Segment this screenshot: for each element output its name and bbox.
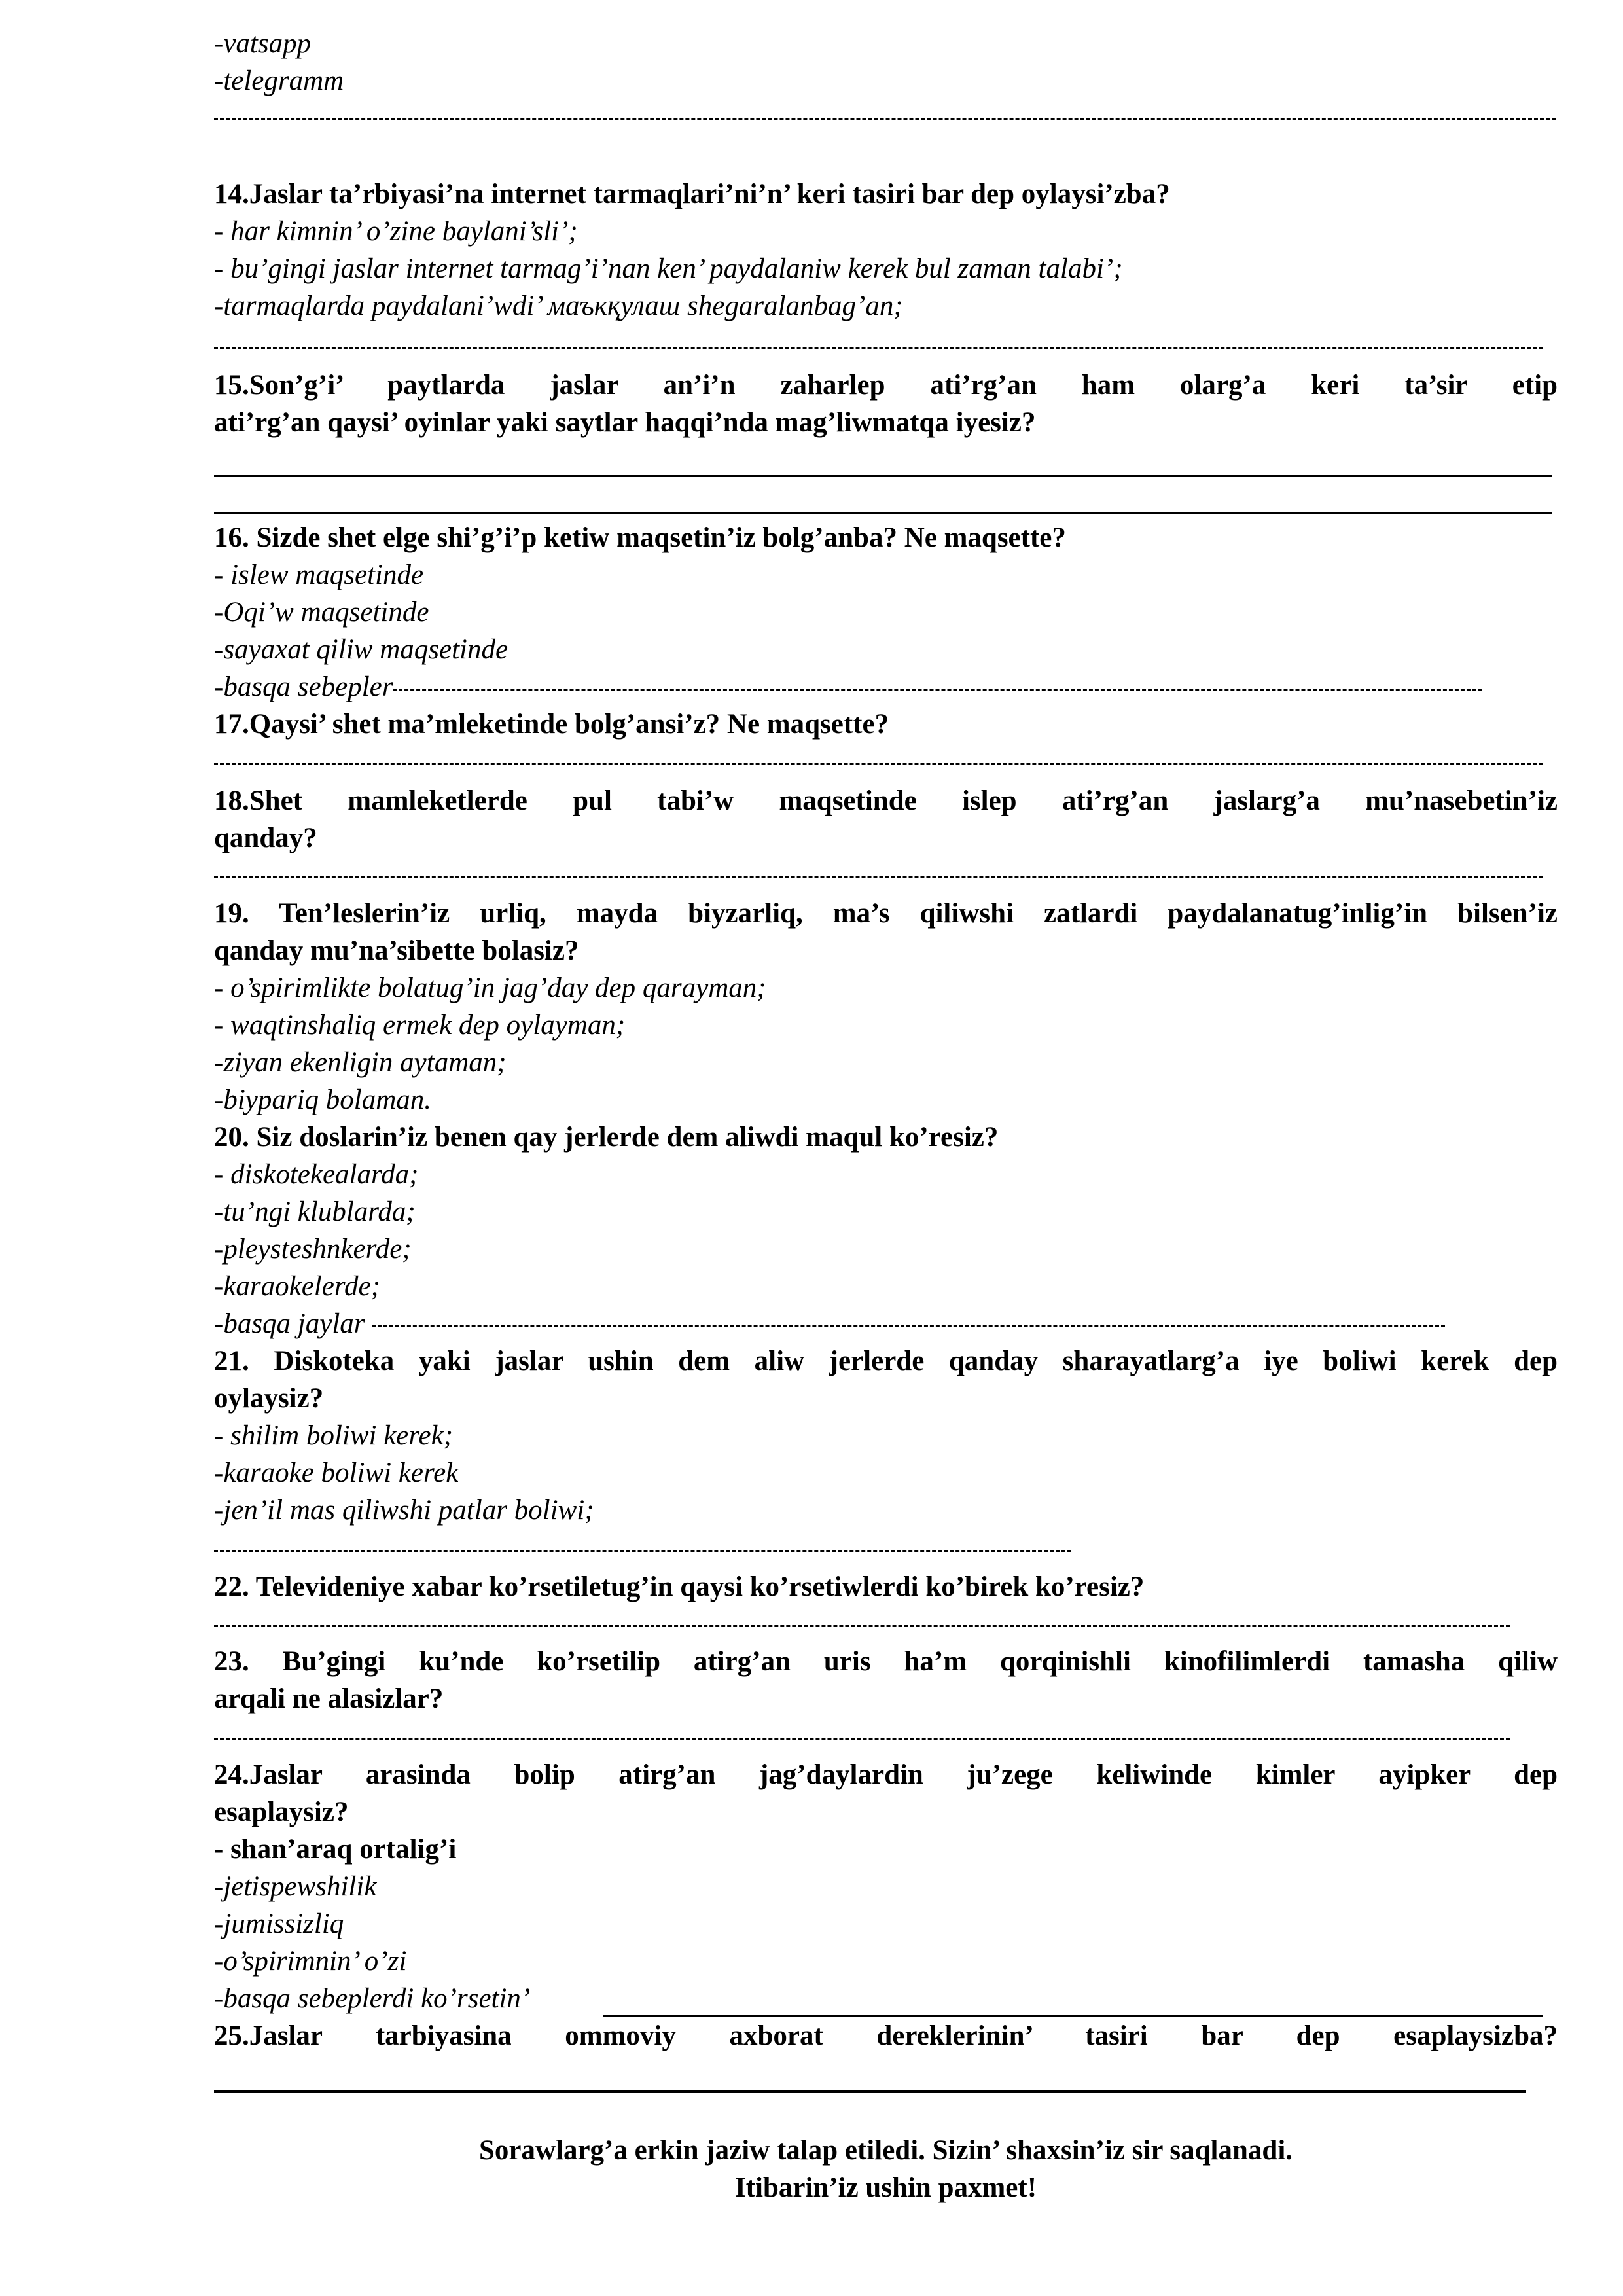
option-text: -karaokelerde;	[214, 1271, 380, 1302]
question-15-line-1: 15.Son’g’i’ paytlarda jaslar an’i’n zaharlep ati’rg’an ham olarg’a keri ta’sir etip	[214, 370, 1558, 401]
option-label: -basqa jaylar	[214, 1308, 372, 1339]
question-19-line-2: qanday mu’na’sibette bolasiz?	[214, 935, 579, 966]
option-text: -telegramm	[214, 65, 344, 96]
question-16: 16. Sizde shet elge shi’g’i’p ketiw maqsetin’iz bolg’anba? Ne maqsette?	[214, 522, 1066, 553]
option-text: - islew maqsetinde	[214, 560, 424, 590]
option-text: - diskotekealarda;	[214, 1159, 419, 1190]
answer-dashed-line[interactable]	[214, 347, 1543, 351]
question-23-line-2: arqali ne alasizlar?	[214, 1683, 444, 1714]
question-18-line-2: qanday?	[214, 823, 317, 853]
answer-dashed-line[interactable]	[214, 118, 1556, 122]
option-text	[214, 1305, 1445, 1342]
option-text: -karaoke boliwi kerek	[214, 1458, 459, 1488]
answer-dashed-line[interactable]	[214, 763, 1543, 767]
option-text: -tu’ngi klublarda;	[214, 1196, 416, 1227]
question-21-line-2: oylaysiz?	[214, 1383, 324, 1414]
answer-dashed-line[interactable]	[214, 1738, 1510, 1742]
answer-dashed-line[interactable]	[393, 689, 1482, 691]
option-text: -jetispewshilik	[214, 1871, 377, 1902]
option-text	[214, 668, 1482, 706]
option-text: -pleysteshnkerde;	[214, 1234, 412, 1265]
option-text: -basqa sebeplerdi ko’rsetin’	[214, 1983, 531, 2014]
answer-dashed-line[interactable]	[214, 876, 1543, 880]
option-text: -ziyan ekenligin aytaman;	[214, 1047, 507, 1078]
question-14: 14.Jaslar ta’rbiyasi’na internet tarmaqlari’ni’n’ keri tasiri bar dep oylaysi’zba?	[214, 179, 1170, 209]
option-text: -jen’il mas qiliwshi patlar boliwi;	[214, 1495, 594, 1526]
option-text: - har kimnin’ o’zine baylani’sli’;	[214, 216, 578, 247]
question-25: 25.Jaslar tarbiyasina ommoviy axborat dereklerinin’ tasiri bar dep esaplaysizba?	[214, 2020, 1558, 2051]
option-label: -basqa sebepler	[214, 672, 393, 702]
question-22: 22. Televideniye xabar ko’rsetiletug’in qaysi ko’rsetiwlerdi ko’birek ko’resiz?	[214, 1571, 1145, 1602]
option-text-bold: - shan’araq ortalig’i	[214, 1834, 457, 1865]
answer-line[interactable]	[214, 475, 1552, 477]
question-18-line-1: 18.Shet mamleketlerde pul tabi’w maqsetinde islep ati’rg’an jaslarg’a mu’nasebetin’iz	[214, 785, 1558, 816]
answer-dashed-line[interactable]	[214, 1550, 1071, 1554]
question-21-line-1: 21. Diskoteka yaki jaslar ushin dem aliw jerlerde qanday sharayatlarg’a iye boliwi kerek dep	[214, 1346, 1558, 1376]
question-24-line-2: esaplaysiz?	[214, 1797, 349, 1827]
question-19-line-1: 19. Ten’leslerin’iz urliq, mayda biyzarliq, ma’s qiliwshi zatlardi paydalanatug’inlig’in bilsen’iz	[214, 898, 1558, 929]
question-17: 17.Qaysi’ shet ma’mleketinde bolg’ansi’z? Ne maqsette?	[214, 709, 889, 740]
option-text: -vatsapp	[214, 28, 312, 59]
option-text: -tarmaqlarda paydalani’wdi’ маъкқулаш shegaralanbag’an;	[214, 291, 903, 321]
option-text: -Oqi’w maqsetinde	[214, 597, 429, 628]
answer-dashed-line[interactable]	[372, 1325, 1445, 1327]
question-24-line-1: 24.Jaslar arasinda bolip atirg’an jag’daylardin ju’zege keliwinde kimler ayipker dep	[214, 1759, 1558, 1790]
answer-line[interactable]	[214, 512, 1552, 514]
option-text: - waqtinshaliq ermek dep oylayman;	[214, 1010, 626, 1041]
option-text: - bu’gingi jaslar internet tarmag’i’nan ken’ paydalaniw kerek bul zaman talabi’;	[214, 253, 1123, 284]
question-15-line-2: ati’rg’an qaysi’ oyinlar yaki saytlar haqqi’nda mag’liwmatqa iyesiz?	[214, 407, 1036, 438]
option-text: - shilim boliwi kerek;	[214, 1420, 454, 1451]
question-23-line-1: 23. Bu’gingi ku’nde ko’rsetilip atirg’an uris ha’m qorqinishli kinofilimlerdi tamasha qiliw	[214, 1646, 1558, 1677]
option-text: -biypariq bolaman.	[214, 1085, 432, 1115]
answer-line[interactable]	[214, 2090, 1526, 2093]
answer-dashed-line[interactable]	[214, 1625, 1510, 1629]
option-text: -jumissizliq	[214, 1909, 344, 1939]
footer-thanks: Itibarin’iz ushin paxmet!	[734, 2172, 1037, 2203]
footer-note: Sorawlarg’a erkin jaziw talap etiledi. Sizin’ shaxsin’iz sir saqlanadi.	[478, 2135, 1293, 2166]
option-text: -o’spirimnin’ o’zi	[214, 1946, 407, 1977]
option-text: - o’spirimlikte bolatug’in jag’day dep qarayman;	[214, 973, 766, 1003]
question-20: 20. Siz doslarin’iz benen qay jerlerde dem aliwdi maqul ko’resiz?	[214, 1122, 999, 1153]
option-text: -sayaxat qiliw maqsetinde	[214, 634, 508, 665]
